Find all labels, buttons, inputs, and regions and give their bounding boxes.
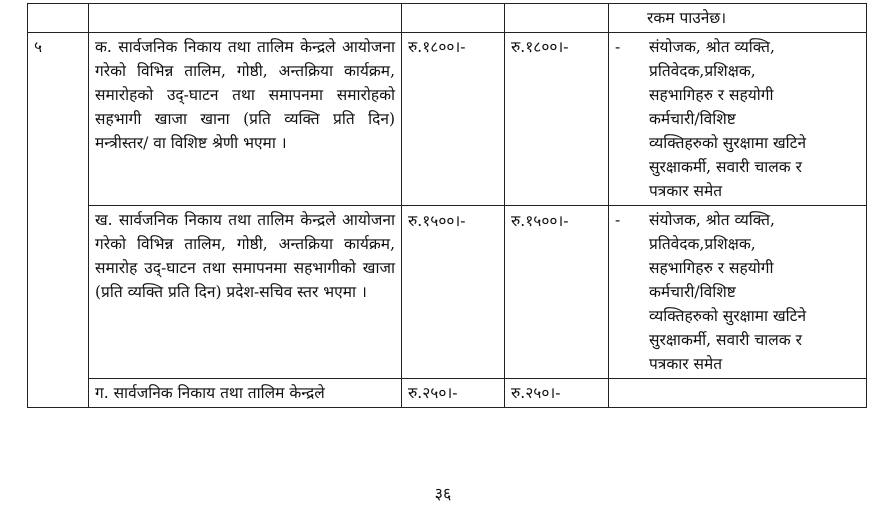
note-line — [615, 208, 860, 232]
amount-cell: रु.१५००।- — [505, 206, 609, 379]
note-line: प्रतिवेदक,प्रशिक्षक, — [649, 62, 756, 80]
note-line: व्यक्तिहरुको सुरक्षामा खटिने — [649, 134, 807, 152]
amount-cell: रु.१८००।- — [402, 33, 505, 206]
serial-number-cell: ५ — [28, 33, 89, 408]
amount-cell-empty — [402, 4, 505, 33]
page-number: ३६ — [434, 484, 452, 503]
serial-cell-empty — [28, 4, 89, 33]
amount-cell: रु.१८००।- — [505, 33, 609, 206]
table-row-ka — [28, 33, 867, 206]
note-line: सुरक्षाकर्मी, सवारी चालक र — [649, 331, 802, 349]
note-line-text: संयोजक, श्रोत व्यक्ति, — [649, 38, 775, 56]
note-line: प्रतिवेदक,प्रशिक्षक, — [649, 235, 756, 253]
note-line: पत्रकार समेत — [649, 182, 723, 200]
note-line: व्यक्तिहरुको सुरक्षामा खटिने — [649, 307, 807, 325]
table-row-kha — [28, 206, 867, 379]
note-line — [615, 35, 860, 59]
description-cell: क. सार्वजनिक निकाय तथा तालिम केन्द्रले आयोजना गरेको विभिन्न तालिम, गोष्ठी, अन्तक्रिया कार्यक्रम, समारोहको उद्-घाटन तथा समापनमा समारोहको सहभागी खाजा खाना (प्रति व्यक्ति प्रति दिन) मन्त्रीस्तर/ वा विशिष्ट श्रेणी भएमा । — [89, 33, 402, 206]
note-cell — [609, 206, 867, 379]
amount-cell-empty — [505, 4, 609, 33]
description-cell-empty — [89, 4, 402, 33]
note-cell-empty — [609, 379, 867, 408]
description-cell: ग. सार्वजनिक निकाय तथा तालिम केन्द्रले — [89, 379, 402, 408]
note-line: सुरक्षाकर्मी, सवारी चालक र — [649, 158, 802, 176]
table-row-continued — [28, 4, 867, 33]
note-line: कर्मचारी/विशिष्ट — [649, 110, 736, 128]
amount-cell: रु.१५००।- — [402, 206, 505, 379]
note-line: सहभागिहरु र सहयोगी — [649, 86, 774, 104]
amount-cell: रु.२५०।- — [402, 379, 505, 408]
note-line: सहभागिहरु र सहयोगी — [649, 259, 774, 277]
note-dash: - — [615, 38, 621, 56]
note-line: पत्रकार समेत — [649, 355, 723, 373]
allowance-table — [27, 3, 867, 408]
note-cell — [609, 33, 867, 206]
amount-cell: रु.२५०।- — [505, 379, 609, 408]
note-cell: रकम पाउनेछ। — [609, 4, 867, 33]
note-dash: - — [615, 211, 621, 229]
description-cell: ख. सार्वजनिक निकाय तथा तालिम केन्द्रले आयोजना गरेको विभिन्न तालिम, गोष्ठी, अन्तक्रिया कार्यक्रम, समारोह उद्-घाटन तथा समापनमा सहभागीको खाजा (प्रति व्यक्ति प्रति दिन) प्रदेश-सचिव स्तर भएमा । — [89, 206, 402, 379]
table-row-ga — [28, 379, 867, 408]
note-line: कर्मचारी/विशिष्ट — [649, 283, 736, 301]
note-line-text: संयोजक, श्रोत व्यक्ति, — [649, 211, 775, 229]
